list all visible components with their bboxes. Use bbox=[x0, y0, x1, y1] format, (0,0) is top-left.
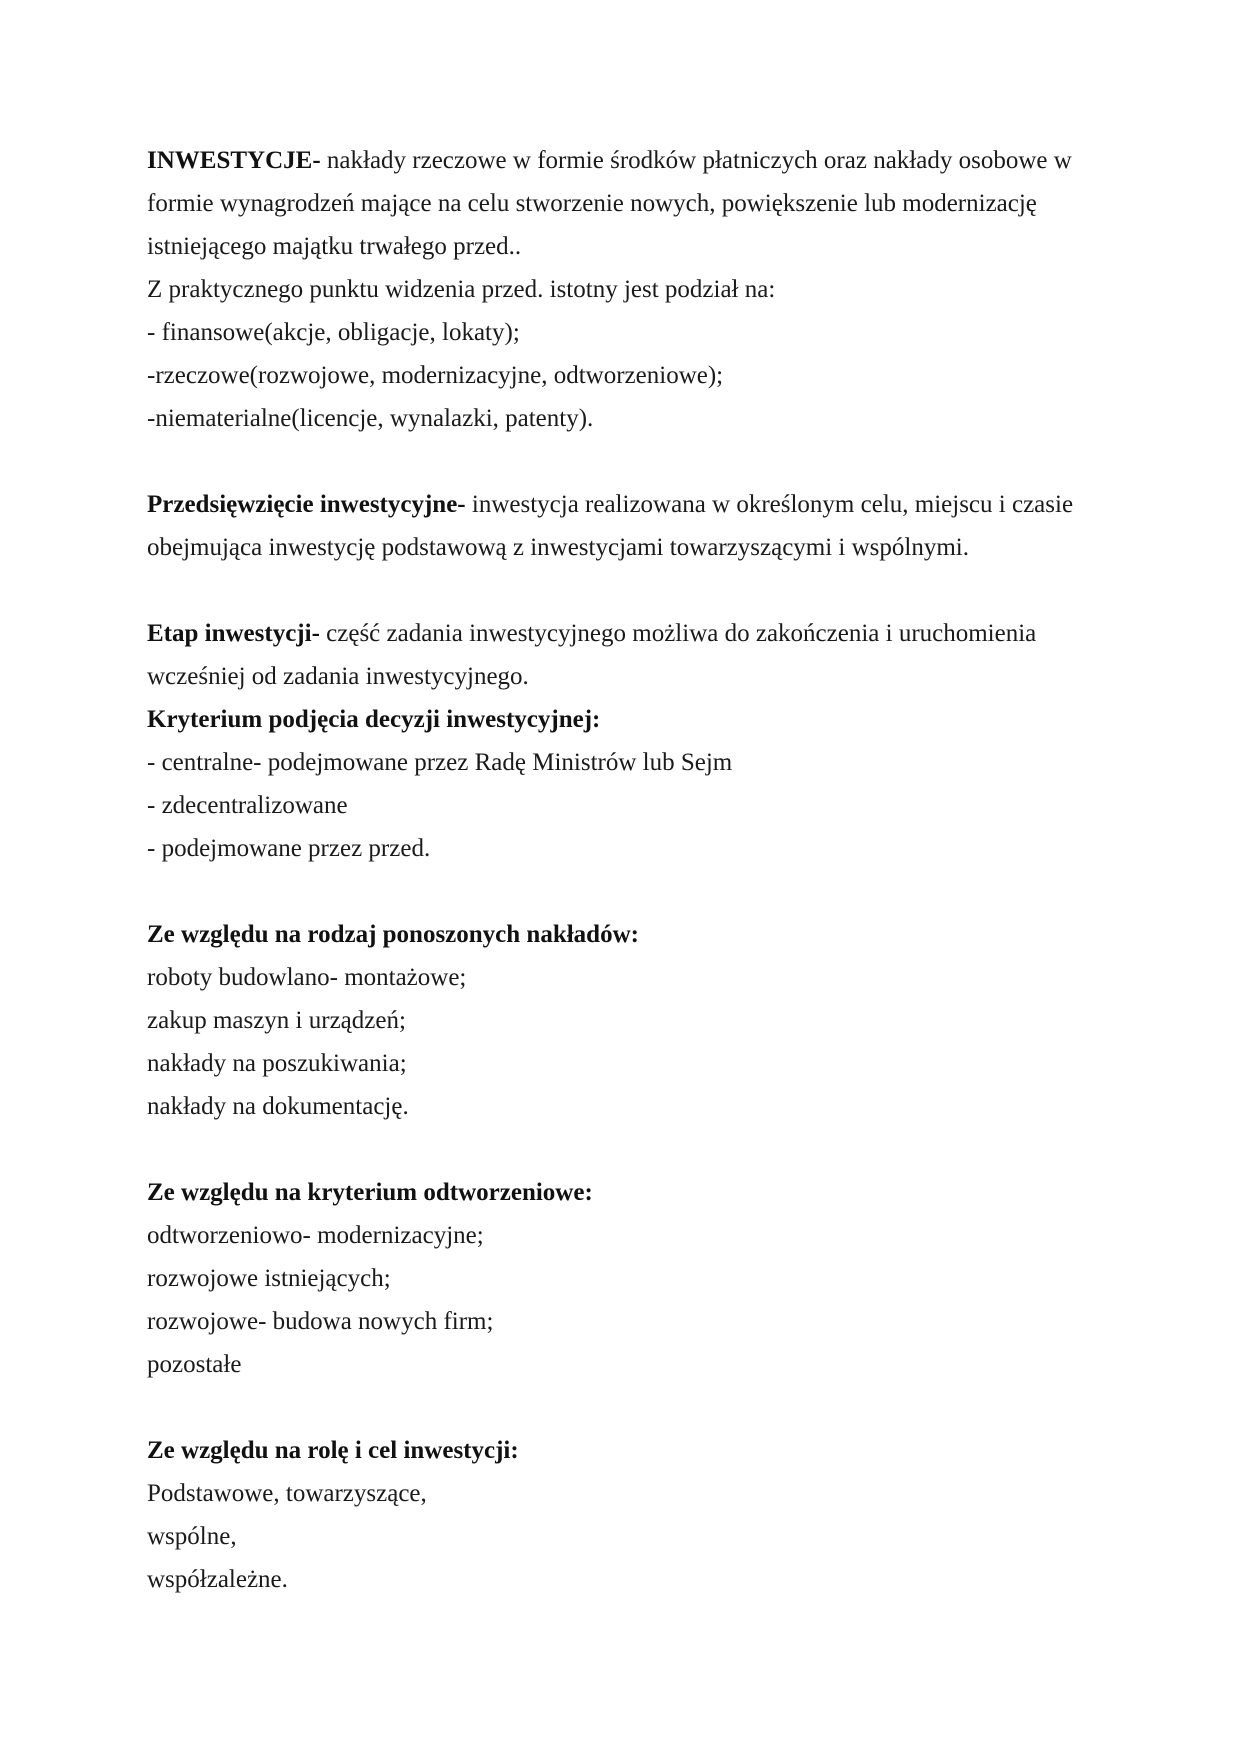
list-item: roboty budowlano- montażowe; bbox=[147, 964, 467, 991]
definition-inwestycje-line-4: Z praktycznego punktu widzenia przed. istotny jest podział na: bbox=[147, 276, 776, 303]
list-item: rozwojowe- budowa nowych firm; bbox=[147, 1308, 494, 1335]
list-item: Podstawowe, towarzyszące, bbox=[147, 1480, 427, 1507]
term-inwestycje: INWESTYCJE- bbox=[147, 147, 321, 174]
list-item: - centralne- podejmowane przez Radę Ministrów lub Sejm bbox=[147, 749, 733, 776]
definition-etap-line-2: wcześniej od zadania inwestycyjnego. bbox=[147, 663, 529, 690]
definition-text: część zadania inwestycyjnego możliwa do zakończenia i uruchomienia bbox=[319, 620, 1037, 647]
section-heading-rola-cel: Ze względu na rolę i cel inwestycji: bbox=[147, 1437, 519, 1464]
list-item: - zdecentralizowane bbox=[147, 792, 348, 819]
section-heading-kryterium-decyzji: Kryterium podjęcia decyzji inwestycyjnej: bbox=[147, 706, 601, 733]
definition-przedsiewziecie-line-2: obejmująca inwestycję podstawową z inwestycjami towarzyszącymi i wspólnymi. bbox=[147, 534, 969, 561]
term-przedsiewziecie: Przedsięwzięcie inwestycyjne- bbox=[147, 491, 466, 518]
section-heading-odtworzeniowe: Ze względu na kryterium odtworzeniowe: bbox=[147, 1179, 593, 1206]
list-item: -niematerialne(licencje, wynalazki, patenty). bbox=[147, 405, 594, 432]
definition-text: inwestycja realizowana w określonym celu, miejscu i czasie bbox=[465, 491, 1074, 518]
definition-text: nakłady rzeczowe w formie środków płatniczych oraz nakłady osobowe w bbox=[320, 147, 1072, 174]
list-item: nakłady na poszukiwania; bbox=[147, 1050, 407, 1077]
term-etap: Etap inwestycji- bbox=[147, 620, 320, 647]
section-heading-naklady: Ze względu na rodzaj ponoszonych nakładów: bbox=[147, 921, 639, 948]
list-item: rozwojowe istniejących; bbox=[147, 1265, 391, 1292]
list-item: - finansowe(akcje, obligacje, lokaty); bbox=[147, 319, 520, 346]
list-item: odtworzeniowo- modernizacyjne; bbox=[147, 1222, 484, 1249]
list-item: wspólne, bbox=[147, 1523, 237, 1550]
definition-etap-line-1 bbox=[147, 619, 1036, 649]
definition-przedsiewziecie-line-1 bbox=[147, 490, 1073, 520]
definition-inwestycje-line-3: istniejącego majątku trwałego przed.. bbox=[147, 233, 522, 260]
list-item: współzależne. bbox=[147, 1566, 288, 1593]
list-item: pozostałe bbox=[147, 1351, 242, 1378]
list-item: -rzeczowe(rozwojowe, modernizacyjne, odtworzeniowe); bbox=[147, 362, 724, 389]
list-item: - podejmowane przez przed. bbox=[147, 835, 431, 862]
definition-inwestycje-line-2: formie wynagrodzeń mające na celu stworzenie nowych, powiększenie lub modernizację bbox=[147, 190, 1037, 217]
list-item: nakłady na dokumentację. bbox=[147, 1093, 409, 1120]
definition-inwestycje-line-1 bbox=[147, 146, 1072, 176]
list-item: zakup maszyn i urządzeń; bbox=[147, 1007, 406, 1034]
